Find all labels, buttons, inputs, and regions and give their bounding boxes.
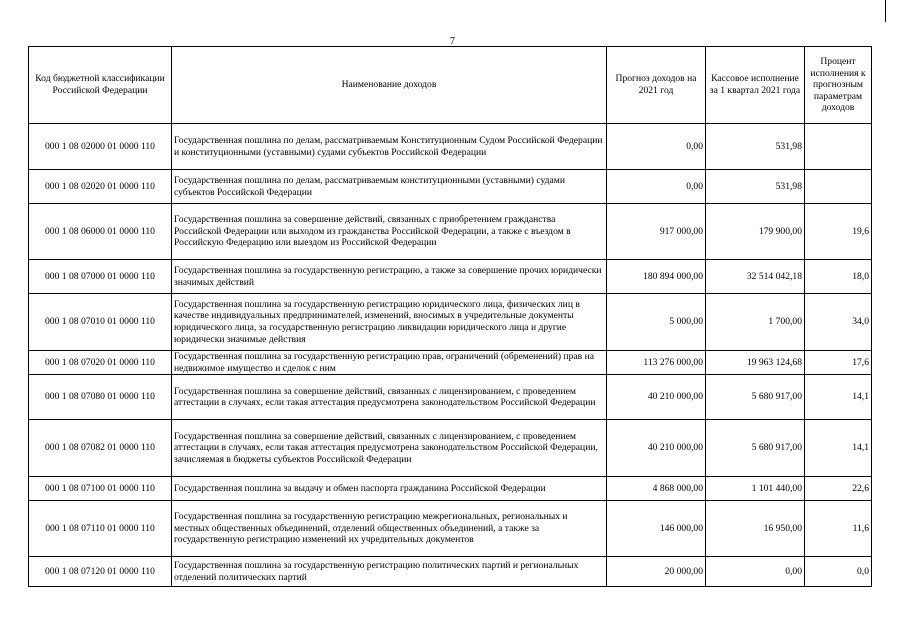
cell-forecast: 180 894 000,00 xyxy=(607,260,706,294)
table-row xyxy=(29,124,872,170)
cell-percent: 11,6 xyxy=(805,501,872,557)
cell-percent: 34,0 xyxy=(805,294,872,351)
cell-cash-execution: 531,98 xyxy=(706,124,805,170)
cell-percent: 22,6 xyxy=(805,477,872,501)
cell-name: Государственная пошлина за государственную регистрацию, а также за совершение прочих юридически значимых действий xyxy=(172,260,607,294)
cell-cash-execution: 1 700,00 xyxy=(706,294,805,351)
cell-percent xyxy=(805,124,872,170)
cell-cash-execution: 19 963 124,68 xyxy=(706,351,805,375)
cell-cash-execution: 1 101 440,00 xyxy=(706,477,805,501)
cell-cash-execution: 531,98 xyxy=(706,170,805,204)
table-row xyxy=(29,420,872,477)
cell-code: 000 1 08 02020 01 0000 110 xyxy=(29,170,172,204)
table-row xyxy=(29,557,872,587)
cell-forecast: 40 210 000,00 xyxy=(607,375,706,420)
cell-code: 000 1 08 02000 01 0000 110 xyxy=(29,124,172,170)
cell-code: 000 1 08 07020 01 0000 110 xyxy=(29,351,172,375)
cell-code: 000 1 08 07120 01 0000 110 xyxy=(29,557,172,587)
table-row xyxy=(29,170,872,204)
header-forecast: Прогноз доходов на 2021 год xyxy=(607,47,706,124)
cell-name: Государственная пошлина за совершение действий, связанных с лицензированием, с проведением аттестации в случаях, если такая аттестация предусмотрена законодательством Российской Федерации xyxy=(172,375,607,420)
cell-forecast: 113 276 000,00 xyxy=(607,351,706,375)
cell-percent: 18,0 xyxy=(805,260,872,294)
cell-code: 000 1 08 07000 01 0000 110 xyxy=(29,260,172,294)
cell-forecast: 146 000,00 xyxy=(607,501,706,557)
cell-forecast: 20 000,00 xyxy=(607,557,706,587)
table-header-row xyxy=(29,47,872,124)
cell-cash-execution: 0,00 xyxy=(706,557,805,587)
cell-name: Государственная пошлина по делам, рассматриваемым конституционными (уставными) судами субъектов Российской Федерации xyxy=(172,170,607,204)
table-body xyxy=(29,124,872,587)
cell-code: 000 1 08 07082 01 0000 110 xyxy=(29,420,172,477)
cell-percent xyxy=(805,170,872,204)
table-row xyxy=(29,501,872,557)
cell-cash-execution: 5 680 917,00 xyxy=(706,375,805,420)
header-percent: Процент исполнения к прогнозным параметрам доходов xyxy=(805,47,872,124)
cell-name: Государственная пошлина за государственную регистрацию юридического лица, физических лиц в качестве индивидуальных предпринимателей, изменений, вносимых в учредительные документы юридического лица, за государственную регистрацию ликвидации юридического лица и другие юридически значимые действия xyxy=(172,294,607,351)
cell-cash-execution: 32 514 042,18 xyxy=(706,260,805,294)
budget-revenue-table xyxy=(28,46,872,587)
table-row xyxy=(29,294,872,351)
cell-forecast: 4 868 000,00 xyxy=(607,477,706,501)
cell-forecast: 0,00 xyxy=(607,170,706,204)
cell-code: 000 1 08 07080 01 0000 110 xyxy=(29,375,172,420)
page-number: 7 xyxy=(450,36,455,47)
cell-code: 000 1 08 07010 01 0000 110 xyxy=(29,294,172,351)
margin-mark xyxy=(885,0,886,22)
cell-percent: 17,6 xyxy=(805,351,872,375)
cell-forecast: 0,00 xyxy=(607,124,706,170)
cell-code: 000 1 08 06000 01 0000 110 xyxy=(29,204,172,260)
cell-cash-execution: 16 950,00 xyxy=(706,501,805,557)
header-code: Код бюджетной классификации Российской Федерации xyxy=(29,47,172,124)
table-row xyxy=(29,375,872,420)
cell-percent: 0,0 xyxy=(805,557,872,587)
cell-name: Государственная пошлина за совершение действий, связанных с лицензированием, с проведением аттестации в случаях, если такая аттестация предусмотрена законодательством Российской Федерации, зачисляемая в бюджеты субъектов Российской Федерации xyxy=(172,420,607,477)
table-row xyxy=(29,204,872,260)
cell-forecast: 40 210 000,00 xyxy=(607,420,706,477)
cell-forecast: 5 000,00 xyxy=(607,294,706,351)
cell-cash-execution: 179 900,00 xyxy=(706,204,805,260)
header-name: Наименование доходов xyxy=(172,47,607,124)
cell-percent: 14,1 xyxy=(805,420,872,477)
table-row xyxy=(29,477,872,501)
cell-name: Государственная пошлина за выдачу и обмен паспорта гражданина Российской Федерации xyxy=(172,477,607,501)
table-row xyxy=(29,260,872,294)
cell-percent: 19,6 xyxy=(805,204,872,260)
cell-name: Государственная пошлина за совершение действий, связанных с приобретением гражданства Российской Федерации или выходом из гражданства Российской Федерации, а также с въездом в Российскую Федерацию или выездом из Российской Федерации xyxy=(172,204,607,260)
cell-code: 000 1 08 07100 01 0000 110 xyxy=(29,477,172,501)
cell-code: 000 1 08 07110 01 0000 110 xyxy=(29,501,172,557)
cell-name: Государственная пошлина за государственную регистрацию прав, ограничений (обременений) прав на недвижимое имущество и сделок с ним xyxy=(172,351,607,375)
cell-name: Государственная пошлина за государственную регистрацию межрегиональных, региональных и местных общественных объединений, отделений общественных объединений, а также за государственную регистрацию изменений их учредительных документов xyxy=(172,501,607,557)
cell-percent: 14,1 xyxy=(805,375,872,420)
cell-cash-execution: 5 680 917,00 xyxy=(706,420,805,477)
cell-forecast: 917 000,00 xyxy=(607,204,706,260)
cell-name: Государственная пошлина за государственную регистрацию политических партий и региональных отделений политических партий xyxy=(172,557,607,587)
header-cash-execution: Кассовое исполнение за 1 квартал 2021 года xyxy=(706,47,805,124)
cell-name: Государственная пошлина по делам, рассматриваемым Конституционным Судом Российской Федерации и конституционными (уставными) судами субъектов Российской Федерации xyxy=(172,124,607,170)
table-row xyxy=(29,351,872,375)
